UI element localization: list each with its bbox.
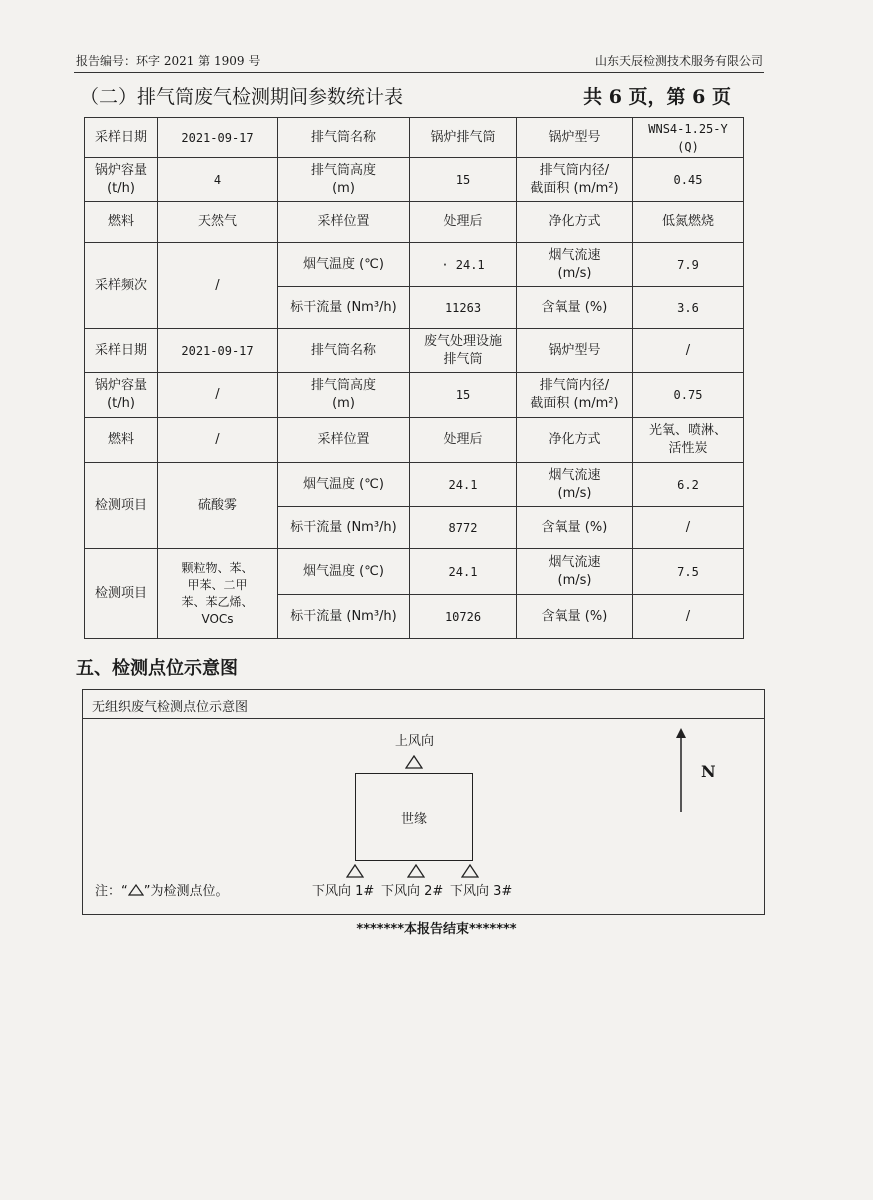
table-cell: 排气筒名称	[278, 118, 410, 158]
table-cell: 颗粒物、苯、 甲苯、二甲 苯、苯乙烯、 VOCs	[158, 549, 278, 639]
downwind-1-label: 下风向 1#	[312, 884, 375, 899]
table-cell: 烟气温度 (℃)	[278, 463, 410, 507]
table-cell: 标干流量 (Nm³/h)	[278, 507, 410, 549]
table-cell: 含氧量 (%)	[517, 595, 633, 639]
table-cell: 排气筒高度 (m)	[278, 158, 410, 202]
table-row	[85, 118, 744, 158]
company-name: 山东天辰检测技术服务有限公司	[594, 54, 763, 68]
table-cell: /	[158, 418, 278, 463]
table-cell: 2021-09-17	[158, 329, 278, 373]
exhaust-parameter-table	[84, 117, 744, 639]
diagram-note	[95, 880, 229, 899]
downwind-3-label: 下风向 3#	[450, 884, 513, 899]
report-end-marker: *******本报告结束*******	[356, 922, 517, 937]
table-cell: 采样位置	[278, 202, 410, 243]
downwind-2-triangle-icon	[407, 864, 425, 878]
table-cell: 烟气温度 (℃)	[278, 243, 410, 287]
table-cell: /	[633, 329, 744, 373]
table-row	[85, 373, 744, 418]
table-cell: 排气筒名称	[278, 329, 410, 373]
table-cell: 15	[410, 158, 517, 202]
page-number: 共 6 页，第 6 页	[583, 86, 731, 108]
table-cell: 光氧、喷淋、 活性炭	[633, 418, 744, 463]
table-cell: 废气处理设施 排气筒	[410, 329, 517, 373]
legend-triangle-icon	[128, 884, 144, 896]
table-cell: 锅炉容量 (t/h)	[85, 373, 158, 418]
table-cell: 检测项目	[85, 549, 158, 639]
table-cell: 15	[410, 373, 517, 418]
north-label: N	[701, 762, 716, 781]
table-cell: 采样位置	[278, 418, 410, 463]
table-cell: /	[633, 595, 744, 639]
table-cell: 烟气流速 (m/s)	[517, 549, 633, 595]
table-row	[85, 549, 744, 595]
table-cell: 排气筒内径/ 截面积 (m/m²)	[517, 158, 633, 202]
table-cell: 锅炉容量 (t/h)	[85, 158, 158, 202]
table-cell: 标干流量 (Nm³/h)	[278, 595, 410, 639]
header-divider	[74, 72, 764, 73]
table-cell: 燃料	[85, 418, 158, 463]
downwind-1-triangle-icon	[346, 864, 364, 878]
monitoring-point-diagram	[82, 689, 765, 915]
table-cell: 标干流量 (Nm³/h)	[278, 287, 410, 329]
note-suffix: ”为检测点位。	[143, 884, 229, 899]
table-row	[85, 329, 744, 373]
downwind-2-label: 下风向 2#	[381, 884, 444, 899]
table-cell: 10726	[410, 595, 517, 639]
table-cell: 烟气流速 (m/s)	[517, 243, 633, 287]
table-cell: 排气筒内径/ 截面积 (m/m²)	[517, 373, 633, 418]
table-cell: /	[158, 243, 278, 329]
table-cell: 11263	[410, 287, 517, 329]
table-cell: 0.75	[633, 373, 744, 418]
table-cell: 处理后	[410, 418, 517, 463]
table-cell: 净化方式	[517, 418, 633, 463]
section5-title: 五、检测点位示意图	[76, 658, 238, 679]
table-cell: 24.1	[410, 549, 517, 595]
table-cell: 锅炉型号	[517, 118, 633, 158]
table-cell: 天然气	[158, 202, 278, 243]
table-row	[85, 463, 744, 507]
table-cell: 烟气温度 (℃)	[278, 549, 410, 595]
table-row	[85, 202, 744, 243]
table-row	[85, 158, 744, 202]
diagram-header	[83, 690, 764, 719]
downwind-3-triangle-icon	[461, 864, 479, 878]
note-prefix: 注：“	[95, 884, 128, 899]
table-cell: 7.9	[633, 243, 744, 287]
table-cell: 7.5	[633, 549, 744, 595]
table-cell: 24.1	[410, 463, 517, 507]
north-arrow-icon	[674, 728, 688, 814]
table-cell: /	[158, 373, 278, 418]
table-cell: 锅炉排气筒	[410, 118, 517, 158]
table-cell: 8772	[410, 507, 517, 549]
table-cell: 烟气流速 (m/s)	[517, 463, 633, 507]
site-boundary	[355, 773, 473, 861]
table-cell: · 24.1	[410, 243, 517, 287]
table-row	[85, 243, 744, 287]
table-cell: 检测项目	[85, 463, 158, 549]
table-cell: 处理后	[410, 202, 517, 243]
table-cell: 3.6	[633, 287, 744, 329]
table-cell: 0.45	[633, 158, 744, 202]
table-cell: 4	[158, 158, 278, 202]
diagram-title: 无组织废气检测点位示意图	[92, 700, 249, 715]
upwind-label: 上风向	[395, 734, 435, 749]
site-label: 世缘	[400, 812, 427, 827]
section-title: （二）排气筒废气检测期间参数统计表	[80, 86, 404, 108]
table-cell: /	[633, 507, 744, 549]
table-cell: 锅炉型号	[517, 329, 633, 373]
table-cell: 排气筒高度 (m)	[278, 373, 410, 418]
table-cell: WNS4-1.25-Y (Q)	[633, 118, 744, 158]
table-cell: 2021-09-17	[158, 118, 278, 158]
table-row	[85, 418, 744, 463]
table-cell: 含氧量 (%)	[517, 507, 633, 549]
table-cell: 低氮燃烧	[633, 202, 744, 243]
table-cell: 采样日期	[85, 118, 158, 158]
report-number: 报告编号：环字 2021 第 1909 号	[76, 54, 261, 68]
table-cell: 燃料	[85, 202, 158, 243]
table-cell: 采样日期	[85, 329, 158, 373]
table-cell: 6.2	[633, 463, 744, 507]
table-cell: 采样频次	[85, 243, 158, 329]
table-cell: 含氧量 (%)	[517, 287, 633, 329]
table-cell: 净化方式	[517, 202, 633, 243]
upwind-triangle-icon	[405, 755, 423, 769]
table-cell: 硫酸雾	[158, 463, 278, 549]
